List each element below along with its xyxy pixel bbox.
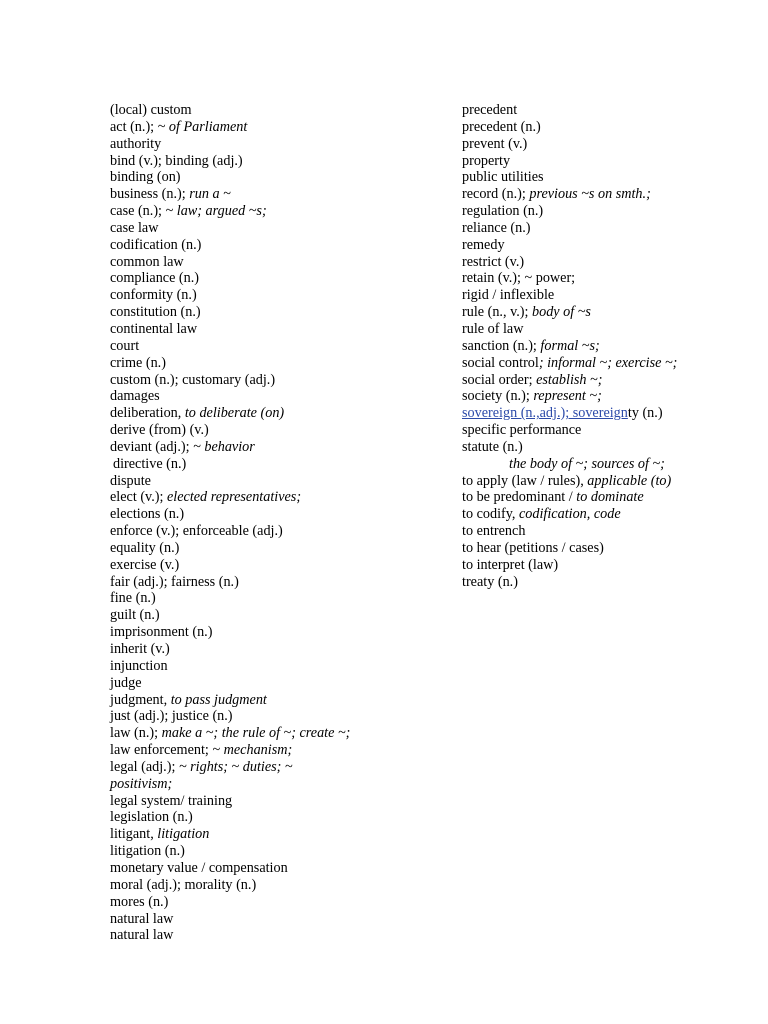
term-example: litigation [157, 826, 210, 843]
term-line [110, 692, 440, 709]
term-text: enforce (v.); enforceable (adj.) [110, 523, 283, 540]
term-line [110, 658, 440, 675]
term-line [110, 372, 440, 389]
term-text: rigid / inflexible [462, 287, 555, 304]
term-text: imprisonment (n.) [110, 624, 213, 641]
term-text: regulation (n.) [462, 203, 544, 220]
term-text: property [462, 152, 511, 169]
term-example: previous ~s on smth.; [529, 186, 651, 203]
term-example: codification, code [519, 506, 621, 523]
term-text: litigation (n.) [110, 843, 185, 860]
term-line [110, 220, 440, 237]
term-text: elect (v.); [110, 489, 167, 506]
term-line [110, 742, 440, 759]
term-line [462, 355, 762, 372]
term-example: establish ~; [536, 371, 603, 388]
term-text: guilt (n.) [110, 607, 160, 624]
term-text: damages [110, 388, 160, 405]
term-line [462, 136, 762, 153]
term-line [110, 826, 440, 843]
term-line [462, 489, 762, 506]
term-line [110, 574, 440, 591]
term-text: fair (adj.); fairness (n.) [110, 573, 239, 590]
term-line [462, 287, 762, 304]
term-example: body of ~s [532, 304, 591, 321]
term-text: bind (v.); binding (adj.) [110, 152, 243, 169]
term-line [110, 877, 440, 894]
term-text: case (n.); [110, 203, 166, 220]
term-line [462, 186, 762, 203]
term-line [110, 169, 440, 186]
term-example: represent ~; [533, 388, 602, 405]
term-text: to interpret (law) [462, 556, 559, 573]
term-example: ~ rights; ~ duties; ~ [178, 758, 293, 775]
term-text: case law [110, 219, 159, 236]
term-line [462, 388, 762, 405]
term-text: conformity (n.) [110, 287, 197, 304]
term-example: ~ law; argued ~s; [165, 203, 267, 220]
term-line [110, 405, 440, 422]
term-line [110, 119, 440, 136]
term-text: dispute [110, 472, 151, 489]
term-text: social order; [462, 371, 537, 388]
term-line [110, 456, 440, 473]
term-text: judge [110, 674, 142, 691]
term-line [110, 153, 440, 170]
term-line [462, 321, 762, 338]
term-text: authority [110, 135, 162, 152]
term-line [462, 523, 762, 540]
term-line [110, 557, 440, 574]
right-term-column [462, 102, 762, 590]
term-text: monetary value / compensation [110, 859, 288, 876]
term-example: formal ~s; [540, 337, 600, 354]
term-line [110, 338, 440, 355]
term-example: to deliberate (on) [184, 405, 285, 422]
term-text: to entrench [462, 523, 526, 540]
term-line [110, 102, 440, 119]
term-text: (local) custom [110, 102, 192, 118]
term-text: equality (n.) [110, 539, 180, 556]
term-text: inherit (v.) [110, 641, 170, 657]
term-line [110, 473, 440, 490]
term-text: treaty (n.) [462, 573, 518, 590]
term-line [462, 473, 762, 490]
term-line [110, 927, 440, 944]
term-text: prevent (v.) [462, 135, 528, 152]
term-line [110, 304, 440, 321]
term-text: deviant (adj.); [110, 438, 194, 455]
term-text: custom (n.); customary (adj.) [110, 371, 276, 388]
term-text: precedent [462, 102, 518, 118]
term-text: binding (on) [110, 169, 181, 186]
term-example: ~ of Parliament [157, 118, 248, 135]
term-line [462, 237, 762, 254]
term-line [110, 489, 440, 506]
term-line [110, 439, 440, 456]
term-example: make a ~; the rule of ~; create ~; [161, 725, 351, 742]
term-text: rule of law [462, 320, 524, 337]
term-line [462, 119, 762, 136]
term-text: derive (from) (v.) [110, 422, 209, 439]
term-text: exercise (v.) [110, 556, 180, 573]
term-line [462, 338, 762, 355]
term-line [110, 675, 440, 692]
term-line [110, 355, 440, 372]
term-line [110, 590, 440, 607]
term-line [110, 388, 440, 405]
term-text: act (n.); [110, 118, 158, 135]
term-line [110, 607, 440, 624]
term-example: the body of ~; sources of ~; [509, 455, 665, 472]
term-text: deliberation, [110, 405, 185, 422]
term-line [110, 523, 440, 540]
term-text: continental law [110, 320, 198, 337]
term-text: public utilities [462, 169, 544, 186]
term-line [462, 439, 762, 456]
term-text: moral (adj.); morality (n.) [110, 876, 257, 893]
term-text: remedy [462, 236, 505, 253]
term-line [110, 776, 440, 793]
term-example: to pass judgment [170, 691, 267, 708]
term-link[interactable]: sovereign (n.,adj.); sovereign [462, 405, 628, 422]
term-text: directive (n.) [113, 455, 187, 472]
term-text: mores (n.) [110, 893, 169, 910]
term-line [110, 506, 440, 523]
term-line [110, 287, 440, 304]
term-text: crime (n.) [110, 354, 166, 371]
term-line [110, 759, 440, 776]
term-line [462, 372, 762, 389]
term-line [462, 102, 762, 119]
term-example: elected representatives; [166, 489, 302, 506]
term-text: to hear (petitions / cases) [462, 539, 604, 556]
term-text: social control [462, 354, 539, 371]
term-example: to dominate [576, 489, 644, 506]
term-line [110, 809, 440, 826]
term-text: specific performance [462, 422, 582, 439]
term-text: fine (n.) [110, 590, 156, 607]
term-text: record (n.); [462, 186, 530, 203]
term-text: legislation (n.) [110, 809, 193, 826]
term-text: business (n.); [110, 186, 190, 203]
term-text: litigant, [110, 826, 158, 843]
term-line [462, 220, 762, 237]
term-text: precedent (n.) [462, 118, 541, 135]
term-line [110, 641, 440, 658]
term-line [462, 304, 762, 321]
term-line [110, 860, 440, 877]
term-text: compliance (n.) [110, 270, 200, 287]
term-text: legal (adj.); [110, 758, 179, 775]
term-text: restrict (v.) [462, 253, 525, 270]
term-line [462, 574, 762, 591]
term-line [462, 405, 762, 422]
term-text: rule (n., v.); [462, 304, 532, 321]
term-line [110, 843, 440, 860]
term-text: to apply (law / rules), [462, 472, 588, 489]
term-line [110, 894, 440, 911]
term-text: law (n.); [110, 725, 162, 742]
term-line [110, 321, 440, 338]
term-text: ty (n.) [627, 405, 663, 422]
term-line [110, 793, 440, 810]
term-example: run a ~ [189, 186, 231, 203]
term-line [110, 203, 440, 220]
term-text: to codify, [462, 506, 519, 523]
term-line [462, 270, 762, 287]
term-example: ; informal ~; exercise ~; [538, 354, 678, 371]
term-text: elections (n.) [110, 506, 185, 523]
term-line [110, 254, 440, 271]
term-line [110, 237, 440, 254]
term-text: society (n.); [462, 388, 534, 405]
term-text: natural law [110, 927, 174, 944]
term-text: court [110, 337, 140, 354]
term-line [110, 708, 440, 725]
term-text: natural law [110, 910, 174, 927]
term-text: reliance (n.) [462, 219, 531, 236]
term-line [110, 911, 440, 928]
term-example: ~ mechanism; [212, 742, 293, 759]
term-example: ~ behavior [193, 438, 255, 455]
left-term-column [110, 102, 440, 944]
term-line [110, 624, 440, 641]
term-text: law enforcement; [110, 742, 213, 759]
term-text: sanction (n.); [462, 337, 541, 354]
term-line [462, 254, 762, 271]
term-line [462, 456, 762, 473]
term-line [110, 186, 440, 203]
term-line [110, 725, 440, 742]
term-line [462, 557, 762, 574]
term-line [462, 506, 762, 523]
term-text: codification (n.) [110, 236, 202, 253]
term-text: to be predominant / [462, 489, 577, 506]
term-line [110, 422, 440, 439]
term-line [462, 169, 762, 186]
term-text: common law [110, 253, 184, 270]
term-text: injunction [110, 657, 168, 674]
term-line [110, 540, 440, 557]
term-line [462, 203, 762, 220]
term-line [110, 270, 440, 287]
term-example: applicable (to) [587, 472, 672, 489]
term-line [462, 540, 762, 557]
term-text: constitution (n.) [110, 304, 201, 321]
term-text: judgment, [110, 691, 171, 708]
term-line [110, 136, 440, 153]
term-line [462, 422, 762, 439]
term-line [462, 153, 762, 170]
term-text: just (adj.); justice (n.) [110, 708, 233, 725]
term-text: retain (v.); ~ power; [462, 270, 576, 287]
term-text: statute (n.) [462, 438, 523, 455]
term-text: legal system/ training [110, 792, 233, 809]
term-example: positivism; [110, 775, 173, 792]
